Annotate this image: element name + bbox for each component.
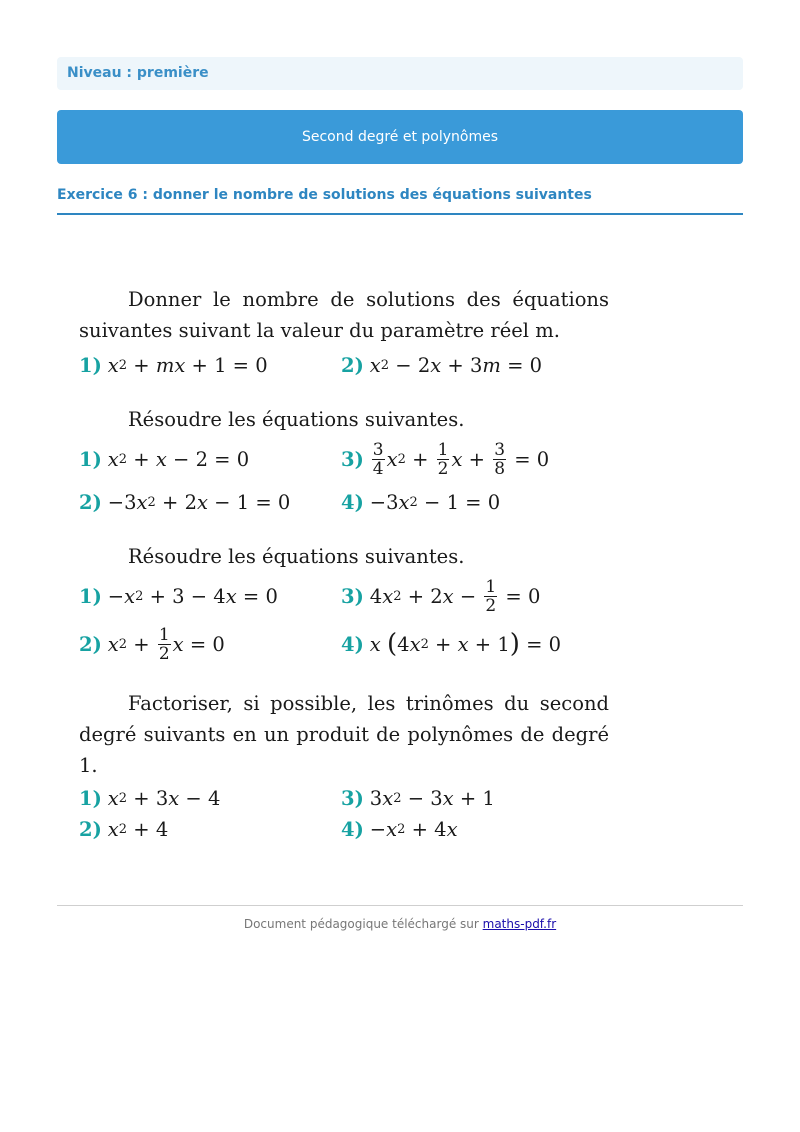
- equation-item: 3) 4 x 2 + 2 x − $\frac{1}{2}$ = 0: [341, 576, 541, 616]
- instruction: Factoriser, si possible, les trinômes du second degré suivants en un produit de polynômes de degré 1.: [79, 692, 609, 777]
- exercise-block-2: [79, 404, 609, 519]
- instruction: Donner le nombre de solutions des équations suivantes suivant la valeur du paramètre réel m.: [79, 288, 609, 342]
- equation-item: 2) −3 x 2 + 2 x − 1 = 0: [79, 490, 291, 514]
- item-number: 3): [341, 584, 364, 608]
- exercise-block-1: [79, 284, 609, 382]
- item-number: 2): [79, 490, 102, 514]
- exercise-block-3: [79, 541, 609, 666]
- equation-item: 4) − x 2 + 4 x: [341, 818, 458, 841]
- item-number: 2): [79, 818, 102, 841]
- site-link[interactable]: maths-pdf.fr: [482, 917, 557, 931]
- exercise-content: [79, 284, 609, 867]
- equation-item: 2) x 2 + $\frac{1}{2}$ x = 0: [79, 624, 225, 664]
- equation-item: 1) − x 2 + 3 − 4 x = 0: [79, 584, 278, 608]
- footer-divider: [57, 905, 743, 906]
- item-number: 1): [79, 584, 102, 608]
- item-number: 2): [79, 632, 102, 656]
- item-number: 4): [341, 490, 364, 514]
- item-number: 3): [341, 787, 364, 810]
- level-label: Niveau : première: [57, 57, 743, 90]
- item-number: 3): [341, 447, 364, 471]
- equation-item: 1) x 2 + x − 2 = 0: [79, 447, 250, 471]
- item-number: 1): [79, 447, 102, 471]
- equation-item: 3) 3 x 2 − 3 x + 1: [341, 787, 495, 810]
- item-number: 1): [79, 787, 102, 810]
- item-number: 2): [341, 353, 364, 377]
- item-number: 4): [341, 818, 364, 841]
- footer-text: Document pédagogique téléchargé sur: [243, 917, 483, 931]
- instruction: Résoudre les équations suivantes.: [128, 408, 465, 431]
- exercise-title: Exercice 6 : donner le nombre de solutions des équations suivantes: [57, 184, 743, 215]
- footer: [0, 917, 800, 931]
- equation-item: 4) −3 x 2 − 1 = 0: [341, 490, 501, 514]
- equation-item: 2) x 2 − 2 x + 3 m = 0: [341, 353, 543, 377]
- equation-item: 3) $\frac{3}{4}$ x 2 + $\frac{1}{2}$ x + $\frac{3}{8}$ = 0: [341, 439, 550, 479]
- item-number: 1): [79, 353, 102, 377]
- exercise-block-4: [79, 688, 609, 845]
- equation-item: 4) x ( 4 x 2 + x + 1 ) = 0: [341, 629, 562, 659]
- chapter-banner: Second degré et polynômes: [57, 110, 743, 164]
- instruction: Résoudre les équations suivantes.: [128, 545, 465, 568]
- equation-item: 2) x 2 + 4: [79, 818, 169, 841]
- item-number: 4): [341, 632, 364, 656]
- equation-item: 1) x 2 + 3 x − 4: [79, 787, 221, 810]
- equation-item: 1) x 2 + mx + 1 = 0: [79, 353, 268, 377]
